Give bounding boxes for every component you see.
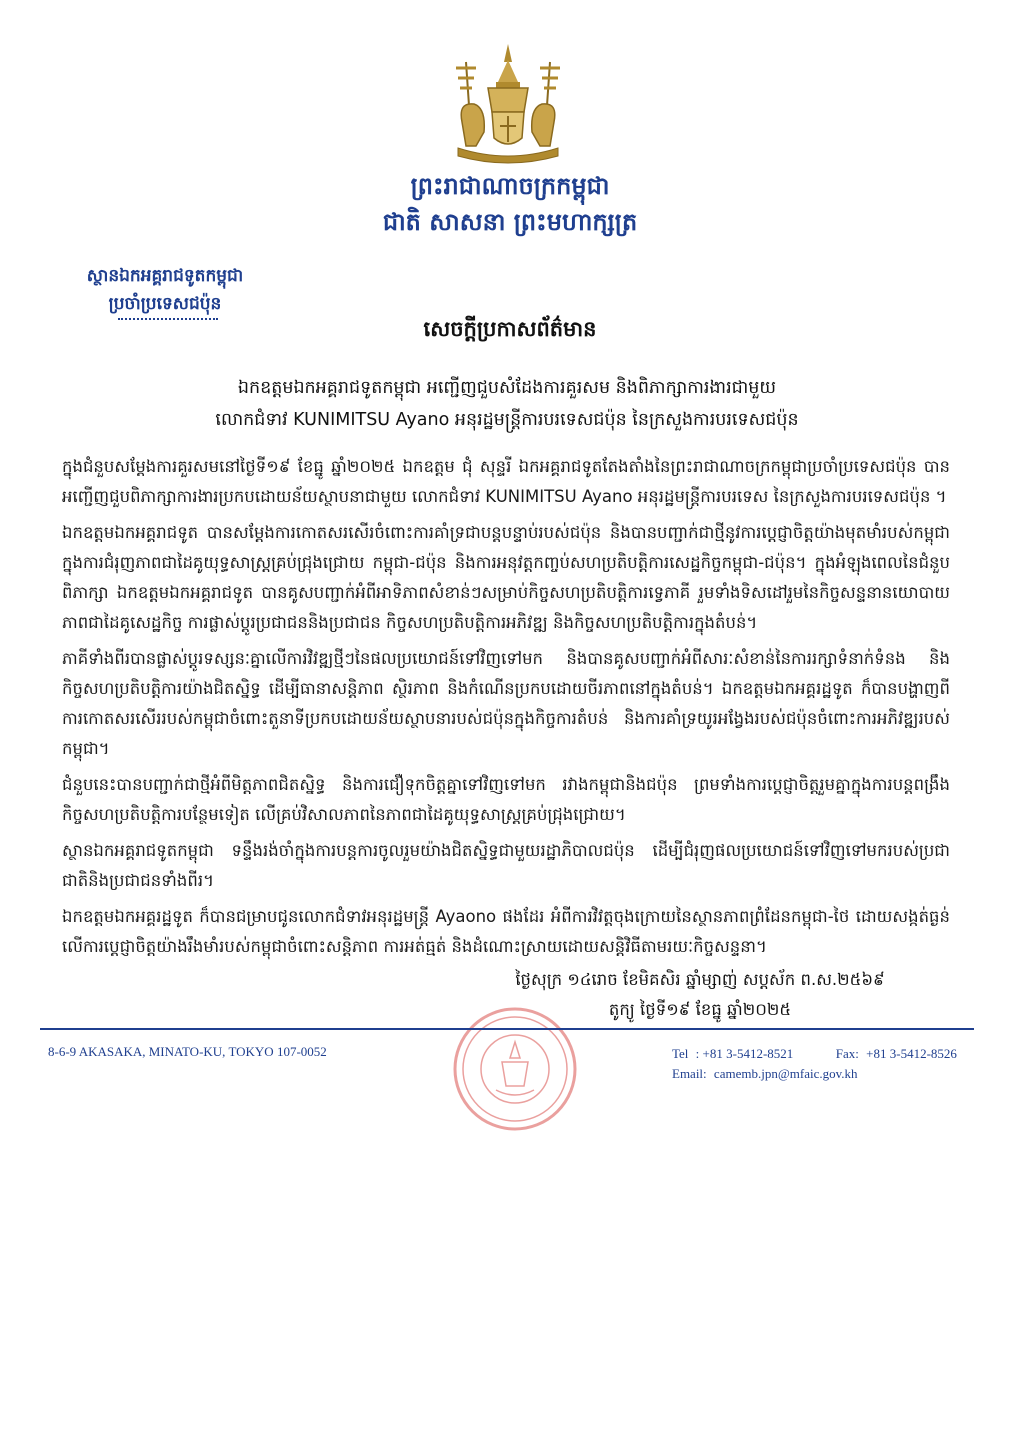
fax-label: Fax: <box>835 1046 859 1061</box>
subject-line: ឯកឧត្តមឯកអគ្គរាជទូតកម្ពុជា អញ្ជើញជួបសំដែងការគួរសម និងពិភាក្សាការងារជាមួយ <box>237 378 777 398</box>
phone-fax-row <box>672 1044 992 1064</box>
kingdom-header <box>300 168 720 240</box>
tel-number: : +81 3-5412-8521 <box>695 1046 794 1061</box>
body-paragraph: ឯកឧត្តមឯកអគ្គរាជទូត បានសម្តែងការកោតសរសើរចំពោះការគាំទ្រជាបន្តបន្ទាប់របស់ជប៉ុន និងបានបញ្ជាក់ជាថ្មីនូវការប្តេជ្ញាចិត្តយ៉ាងមុតមាំរបស់កម្ពុជា ក្នុងការជំរុញភាពជាដៃគូយុទ្ធសាស្ត្រគ្រប់ជ្រុងជ្រោយ កម្ពុជា-ជប៉ុន និងការអនុវត្តកញ្ចប់សហប្រតិបត្តិការសេដ្ឋកិច្ចកម្ពុជា-ជប៉ុន។ ក្នុងអំឡុងពេលនៃជំនួបពិភាក្សា ឯកឧត្តមឯកអគ្គរាជទូត បានគូសបញ្ជាក់អំពីអាទិភាពសំខាន់ៗសម្រាប់កិច្ចសហប្រតិបត្តិការទ្វេភាគី រួមទាំងទិសដៅរួមនៃកិច្ចសន្ទនានយោបាយ ភាពជាដៃគូសេដ្ឋកិច្ច ការផ្លាស់ប្តូរប្រជាជននិងប្រជាជន កិច្ចសហប្រតិបត្តិការអភិវឌ្ឍ និងកិច្ចសហប្រតិបត្តិការក្នុងតំបន់។ <box>62 523 950 632</box>
kingdom-line: ព្រះរាជាណាចក្រកម្ពុជា <box>410 172 610 200</box>
official-seal-icon <box>452 1006 578 1132</box>
body-paragraph: ជំនួបនេះបានបញ្ជាក់ជាថ្មីអំពីមិត្តភាពជិតស្និទ្ធ និងការជឿទុកចិត្តគ្នាទៅវិញទៅមក រវាងកម្ពុជានិងជប៉ុន ព្រមទាំងការប្តេជ្ញាចិត្តរួមគ្នាក្នុងការបន្តពង្រឹងកិច្ចសហប្រតិបត្តិការបន្ថែមទៀត លើគ្រប់វិសាលភាពនៃភាពជាដៃគូយុទ្ធសាស្ត្រគ្រប់ជ្រុងជ្រោយ។ <box>62 775 950 824</box>
footer-contact <box>672 1044 992 1084</box>
royal-emblem-icon <box>448 42 568 167</box>
email-row <box>672 1064 992 1084</box>
document-title: សេចក្តីប្រកាសព័ត៌មាន <box>423 317 597 341</box>
subject-heading <box>70 372 944 436</box>
body-paragraph: ស្ថានឯកអគ្គរាជទូតកម្ពុជា ទន្ទឹងរង់ចាំក្នុងការបន្តការចូលរួមយ៉ាងជិតស្និទ្ធជាមួយរដ្ឋាភិបាលជប៉ុន ដើម្បីជំរុញផលប្រយោជន៍ទៅវិញទៅមករបស់ប្រជាជាតិនិងប្រជាជនទាំងពីរ។ <box>62 841 950 890</box>
body-paragraph: ក្នុងជំនួបសម្តែងការគួរសមនៅថ្ងៃទី១៩ ខែធ្នូ ឆ្នាំ២០២៥ ឯកឧត្តម ជុំ សុន្ទរី ឯកអគ្គរាជទូតតែងតាំងនៃព្រះរាជាណាចក្រកម្ពុជាប្រចាំប្រទេសជប៉ុន បានអញ្ជើញជួបពិភាក្សាការងារប្រកបដោយន័យស្ថាបនាជាមួយ លោកជំទាវ KUNIMITSU Ayano អនុរដ្ឋមន្ត្រីការបរទេស នៃក្រសួងការបរទេសជប៉ុន ។ <box>62 457 950 506</box>
embassy-header <box>40 262 290 318</box>
footer-address: 8-6-9 AKASAKA, MINATO-KU, TOKYO 107-0052 <box>48 1044 327 1059</box>
embassy-divider <box>118 318 218 324</box>
body-paragraph: ភាគីទាំងពីរបានផ្លាស់ប្តូរទស្សនៈគ្នាលើការវិវឌ្ឍថ្មីៗនៃផលប្រយោជន៍ទៅវិញទៅមក និងបានគូសបញ្ជាក់អំពីសារៈសំខាន់នៃការរក្សាទំនាក់ទំនង និងកិច្ចសហប្រតិបត្តិការយ៉ាងជិតស្និទ្ធ ដើម្បីធានាសន្តិភាព ស្ថិរភាព និងកំណើនប្រកបដោយចីរភាពនៅក្នុងតំបន់។ ឯកឧត្តមឯកអគ្គរដ្ឋទូត ក៏បានបង្ហាញពីការកោតសរសើររបស់កម្ពុជាចំពោះតួនាទីប្រកបដោយន័យស្ថាបនារបស់ជប៉ុនក្នុងកិច្ចការតំបន់ និងការគាំទ្រយូរអង្វែងរបស់ជប៉ុនចំពោះការអភិវឌ្ឍរបស់កម្ពុជា។ <box>62 649 950 758</box>
motto-line: ជាតិ សាសនា ព្រះមហាក្សត្រ <box>382 208 638 236</box>
email-label: Email: <box>672 1066 707 1081</box>
subject-line: លោកជំទាវ KUNIMITSU Ayano អនុរដ្ឋមន្ត្រីការបរទេសជប៉ុន នៃក្រសួងការបរទេសជប៉ុន <box>215 410 799 430</box>
solar-date: តូក្យូ ថ្ងៃទី១៩ ខែធ្នូ ឆ្នាំ២០២៥ <box>608 1000 792 1019</box>
footer-divider <box>40 1028 974 1030</box>
embassy-name: ស្ថានឯកអគ្គរាជទូតកម្ពុជា <box>86 266 244 286</box>
embassy-location: ប្រចាំប្រទេសជប៉ុន <box>108 294 222 314</box>
tel-label: Tel <box>672 1046 689 1061</box>
document-body <box>62 452 950 968</box>
lunar-date: ថ្ងៃសុក្រ ១៤រោច ខែមិគសិរ ឆ្នាំម្សាញ់ សប្តស័ក ព.ស.២៥៦៩ <box>515 970 885 989</box>
fax-number: +81 3-5412-8526 <box>866 1046 957 1061</box>
email-link[interactable]: camemb.jpn@mfaic.gov.kh <box>713 1066 858 1081</box>
body-paragraph: ឯកឧត្តមឯកអគ្គរដ្ឋទូត ក៏បានជម្រាបជូនលោកជំទាវអនុរដ្ឋមន្ត្រី Ayaono ផងដែរ អំពីការវិវត្តចុងក្រោយនៃស្ថានភាពព្រំដែនកម្ពុជា-ថៃ ដោយសង្កត់ធ្ងន់លើការប្តេជ្ញាចិត្តយ៉ាងរឹងមាំរបស់កម្ពុជាចំពោះសន្តិភាព ការអត់ធ្មត់ និងដំណោះស្រាយដោយសន្តិវិធីតាមរយៈកិច្ចសន្ទនា។ <box>62 907 950 956</box>
